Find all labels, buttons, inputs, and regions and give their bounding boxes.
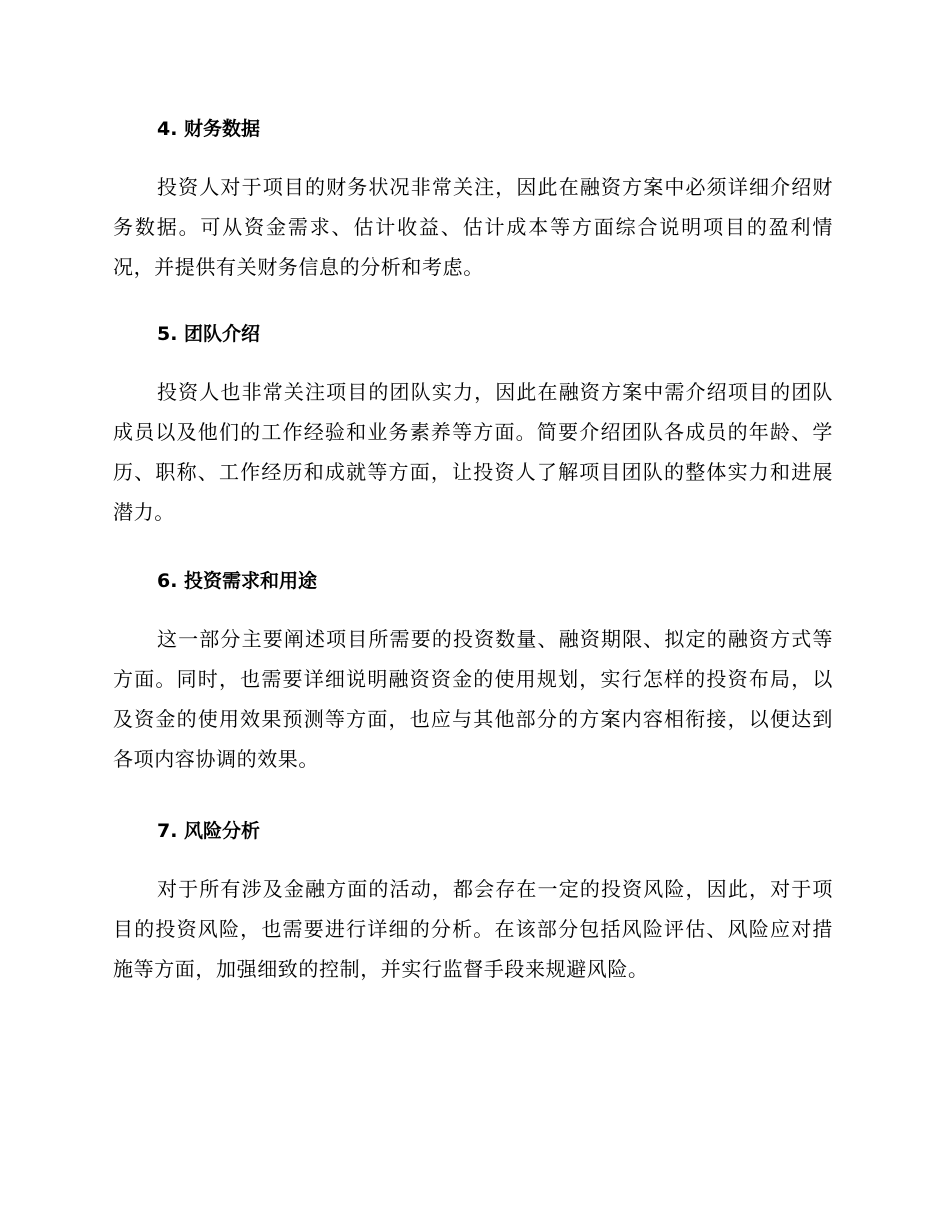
section-heading: 7. 风险分析 <box>157 820 261 842</box>
section-risk-analysis <box>113 819 833 989</box>
section-investment-needs <box>113 569 833 779</box>
section-paragraph: 投资人也非常关注项目的团队实力，因此在融资方案中需介绍项目的团队成员以及他们的工作经验和业务素养等方面。简要介绍团队各成员的年龄、学历、职称、工作经历和成就等方面，让投资人了解项目团队的整体实力和进展潜力。 <box>113 380 833 524</box>
section-heading: 5. 团队介绍 <box>157 323 261 345</box>
section-heading: 4. 财务数据 <box>157 118 261 140</box>
section-heading: 6. 投资需求和用途 <box>157 570 318 592</box>
section-team-intro <box>113 322 833 532</box>
section-paragraph: 对于所有涉及金融方面的活动，都会存在一定的投资风险，因此，对于项目的投资风险，也需要进行详细的分析。在该部分包括风险评估、风险应对措施等方面，加强细致的控制，并实行监督手段来规避风险。 <box>113 877 833 981</box>
section-paragraph: 投资人对于项目的财务状况非常关注，因此在融资方案中必须详细介绍财务数据。可从资金需求、估计收益、估计成本等方面综合说明项目的盈利情况，并提供有关财务信息的分析和考虑。 <box>113 175 833 279</box>
section-paragraph: 这一部分主要阐述项目所需要的投资数量、融资期限、拟定的融资方式等方面。同时，也需要详细说明融资资金的使用规划，实行怎样的投资布局，以及资金的使用效果预测等方面，也应与其他部分的方案内容相衔接，以便达到各项内容协调的效果。 <box>113 627 833 771</box>
section-financial-data <box>113 117 833 287</box>
